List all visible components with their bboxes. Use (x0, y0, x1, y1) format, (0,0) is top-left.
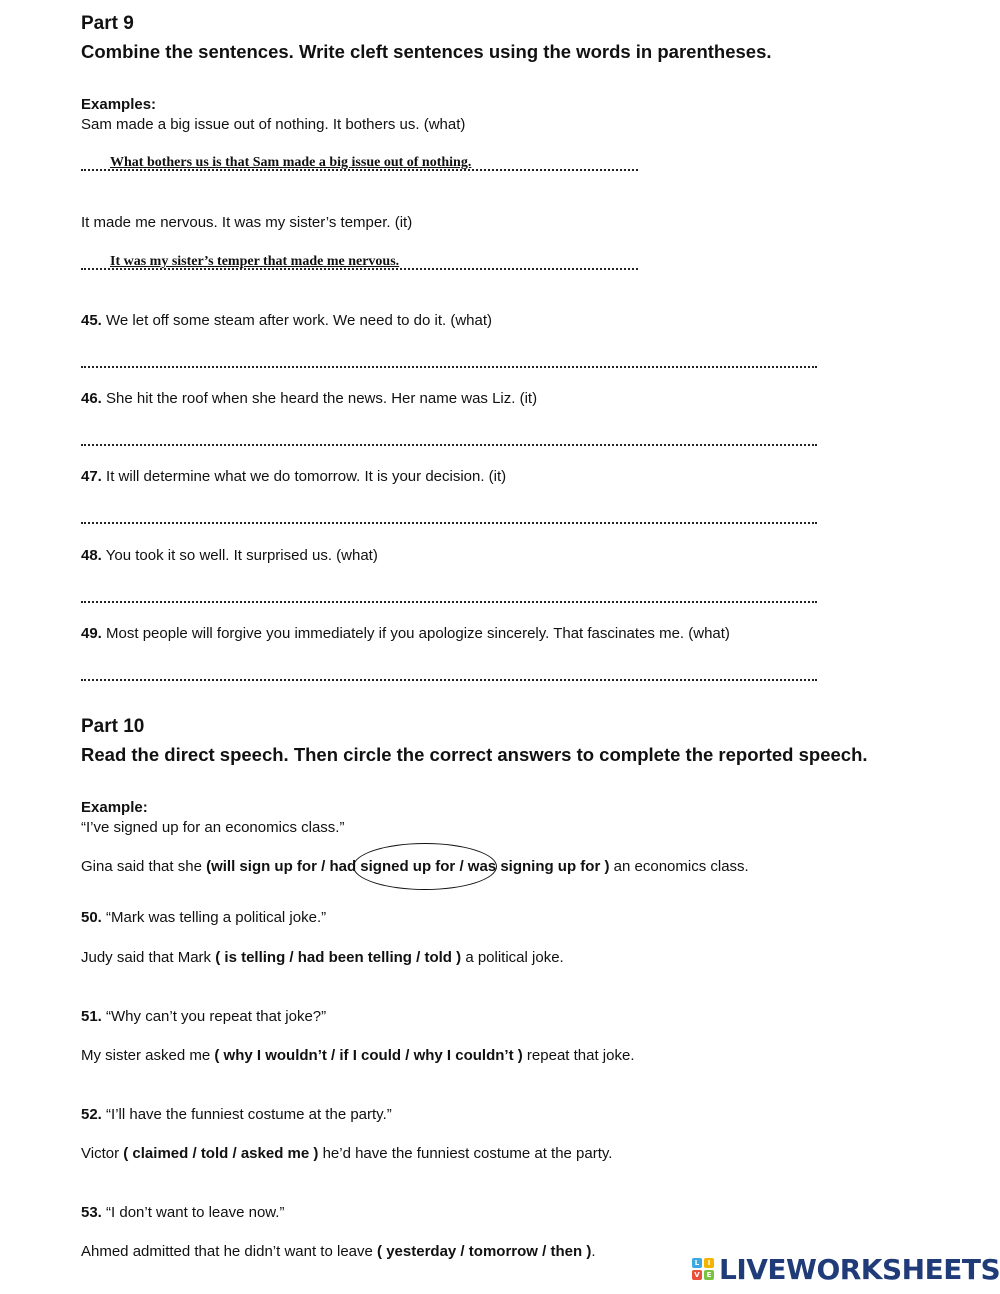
example-option-1: will sign up for (211, 858, 317, 875)
question-46 (81, 390, 537, 407)
question-48 (81, 547, 378, 564)
answer-field-48[interactable] (81, 581, 817, 603)
example-label: Example: (81, 799, 148, 816)
option-50-3[interactable]: told (424, 949, 452, 966)
logo-tile-i: I (704, 1258, 714, 1268)
question-text: We let off some steam after work. We need to do it. (what) (106, 312, 493, 329)
answer-field-47[interactable] (81, 502, 817, 524)
option-52-2[interactable]: told (200, 1145, 229, 1162)
question-50 (81, 909, 326, 926)
answer-field-45[interactable] (81, 346, 817, 368)
question-text: It will determine what we do tomorrow. It is your decision. (it) (106, 468, 507, 485)
direct-quote: “Why can’t you repeat that joke?” (106, 1008, 327, 1025)
option-52-3[interactable]: asked me (240, 1145, 310, 1162)
close-paren: ) (604, 858, 610, 875)
option-52-1[interactable]: claimed (132, 1145, 189, 1162)
question-number: 52. (81, 1106, 102, 1123)
answer-line-45 (81, 366, 817, 368)
option-53-3[interactable]: then (550, 1243, 583, 1260)
example-option-2-circled: had signed up for (329, 858, 456, 875)
example-option-3: was signing up for (467, 858, 601, 875)
sentence-start: Victor (81, 1145, 120, 1162)
direct-quote: “I don’t want to leave now.” (106, 1204, 285, 1221)
option-53-2[interactable]: tomorrow (468, 1243, 538, 1260)
question-number: 51. (81, 1008, 102, 1025)
sentence-end: a political joke. (465, 949, 564, 966)
question-51 (81, 1008, 326, 1025)
sentence-start: Judy said that Mark (81, 949, 212, 966)
option-51-1[interactable]: why I wouldn’t (223, 1047, 327, 1064)
example-1-answer: What bothers us is that Sam made a big issue out of nothing. (110, 155, 472, 170)
answer-field-46[interactable] (81, 424, 817, 446)
example-1-prompt: Sam made a big issue out of nothing. It bothers us. (what) (81, 116, 466, 133)
sentence-start: Ahmed admitted that he didn’t want to leave (81, 1243, 373, 1260)
logo-tile-v: V (692, 1270, 702, 1280)
example-2-prompt: It made me nervous. It was my sister’s temper. (it) (81, 214, 413, 231)
question-text: You took it so well. It surprised us. (what) (105, 547, 378, 564)
question-text: Most people will forgive you immediately if you apologize sincerely. That fascinates me. (what) (106, 625, 730, 642)
option-51-2[interactable]: if I could (339, 1047, 402, 1064)
question-number: 49. (81, 625, 102, 642)
sentence-start: Gina said that she (81, 858, 202, 875)
question-number: 53. (81, 1204, 102, 1221)
sentence-end: . (591, 1243, 596, 1260)
question-45 (81, 312, 492, 329)
sentence-start: My sister asked me (81, 1047, 211, 1064)
answer-line-46 (81, 444, 817, 446)
question-number: 48. (81, 547, 102, 564)
examples-label: Examples: (81, 96, 157, 113)
sentence-end: an economics class. (613, 858, 749, 875)
reported-speech-50: Judy said that Mark ( is telling / had been telling / told ) a political joke. (81, 949, 564, 966)
logo-icon (692, 1258, 716, 1282)
reported-speech-52: Victor ( claimed / told / asked me ) he’d have the funniest costume at the party. (81, 1145, 613, 1162)
sentence-end: repeat that joke. (526, 1047, 635, 1064)
question-49 (81, 625, 730, 642)
option-53-1[interactable]: yesterday (386, 1243, 457, 1260)
question-52 (81, 1106, 392, 1123)
part-10-title: Part 10 (81, 716, 145, 737)
example-reported-speech: Gina said that she (will sign up for / had signed up for / was signing up for ) an economics class. (81, 858, 749, 875)
answer-line-48 (81, 601, 817, 603)
option-50-1[interactable]: is telling (224, 949, 286, 966)
open-paren: ( (206, 858, 212, 875)
question-number: 46. (81, 390, 102, 407)
answer-line-47 (81, 522, 817, 524)
option-50-2[interactable]: had been telling (297, 949, 412, 966)
question-number: 47. (81, 468, 102, 485)
logo-tile-l: L (692, 1258, 702, 1268)
direct-quote: “Mark was telling a political joke.” (106, 909, 327, 926)
part-10-instruction: Read the direct speech. Then circle the correct answers to complete the reported speech. (81, 744, 868, 765)
part-9-title: Part 9 (81, 13, 134, 34)
answer-field-49[interactable] (81, 659, 817, 681)
reported-speech-51: My sister asked me ( why I wouldn’t / if I could / why I couldn’t ) repeat that joke. (81, 1047, 635, 1064)
question-47 (81, 468, 506, 485)
logo-tile-e: E (704, 1270, 714, 1280)
part-9-instruction: Combine the sentences. Write cleft sentences using the words in parentheses. (81, 41, 772, 62)
sentence-end: he’d have the funniest costume at the party. (322, 1145, 613, 1162)
question-53 (81, 1204, 284, 1221)
option-51-3[interactable]: why I couldn’t (413, 1047, 514, 1064)
logo-text: LIVEWORKSHEETS (719, 1253, 1000, 1286)
answer-line-49 (81, 679, 817, 681)
reported-speech-53: Ahmed admitted that he didn’t want to leave ( yesterday / tomorrow / then ). (81, 1243, 596, 1260)
example-quote: “I’ve signed up for an economics class.” (81, 819, 345, 836)
example-2-answer: It was my sister’s temper that made me nervous. (110, 254, 400, 269)
question-text: She hit the roof when she heard the news. Her name was Liz. (it) (106, 390, 538, 407)
question-number: 45. (81, 312, 102, 329)
direct-quote: “I’ll have the funniest costume at the party.” (106, 1106, 392, 1123)
question-number: 50. (81, 909, 102, 926)
